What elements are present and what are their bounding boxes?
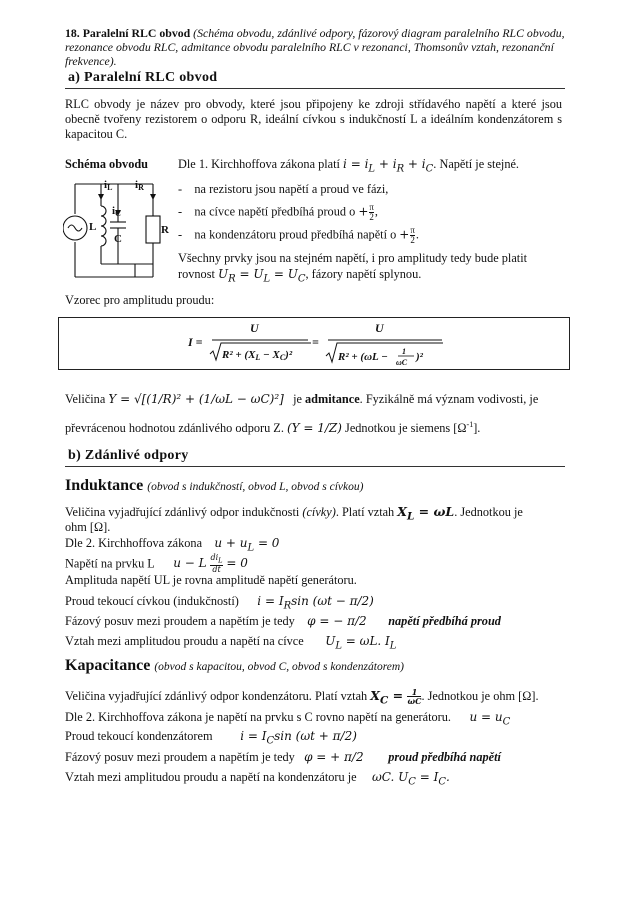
svg-text:U: U [375,321,384,335]
amplitude-label: Vzorec pro amplitudu proudu: [65,293,215,307]
kap-k2: Dle 2. Kirchhoffova zákona je napětí na prvku s C rovno napětí na generátoru. $u = u_C$ [65,710,511,728]
bullet-capacitor: - na kondenzátoru proud předbíhá napětí o + $\frac{\pi}{2}$. [178,225,419,245]
ind-proud: Proud tekoucí cívkou (indukčností) $i = I_R\sin$ (ωt − π/2) [65,594,374,612]
svg-text:R² + (ωL −: R² + (ωL − [338,351,388,363]
kirchhoff-1-line: Dle 1. Kirchhoffova zákona platí $i = i_L + i_R + i_C$. Napětí je stejné. [178,157,520,175]
kap-proud: Proud tekoucí kondenzátorem $i = I_C\sin$ (ωt + π/2) [65,729,357,747]
section-b-title: b) Zdánlivé odpory [68,448,189,463]
admittance-line2: převrácenou hodnotou zdánlivého odporu Z. (Y = 1/Z) Jednotkou je siemens $[\Omega^{-1}]$. [65,420,481,436]
bullet-resistor: - na rezistoru jsou napětí a proud ve fázi, [178,182,389,196]
circuit-diagram [63,172,178,287]
svg-text:R² + (XL − XC)²: R² + (XL − XC)² [222,349,293,362]
schema-label: Schéma obvodu [65,157,149,171]
admittance-line1: Veličina Y = √[(1/R)² + (1/ωL − ωC)²] je admitance. Fyzikálně má význam vodivosti, je [65,392,539,406]
label-iR: iR [135,179,144,192]
induktance-line2: ohm [Ω]. [65,520,111,534]
svg-text:U: U [250,321,259,335]
svg-text:ωC: ωC [396,358,408,367]
kapacitance-heading: Kapacitance (obvod s kapacitou, obvod C, obvod s kondenzátorem) [65,657,404,674]
kap-line1: Veličina vyjadřující zdánlivý odpor kondenzátoru. Platí vztah $X_C$ = 1 ωC. Jednotkou je ohm [Ω]. [65,687,539,707]
svg-text:I =: I = [188,335,203,349]
section-a-intro: RLC obvody je název pro obvody, které jsou připojeny ke zdroji střídavého napětí a které jsou obecně tvořeny rezistorem o odporu R, ideální cívkou s indukčností L a ideálním kondenzátorem s kapacitou C. [65,97,562,141]
svg-text:)²: )² [416,351,423,363]
svg-text:1: 1 [402,347,406,356]
section-a-title: a) Paralelní RLC obvod [68,70,218,85]
induktance-line1: Veličina vyjadřující zdánlivý odpor indukčnosti (cívky). Platí vztah $X_L = \omega L$. Jednotkou je [65,504,523,523]
label-R: R [161,224,169,236]
section-b-rule [65,466,565,467]
same-voltage-line2: rovnost $U_R = U_L = U_C$, fázory napětí splynou. [178,267,422,285]
header-topics: (Schéma obvodu, zdánlivé odpory, fázorový diagram paralelního RLC obvodu, rezonance obvodu RLC, admitance obvodu paralelního RLC v rezonanci, Thomsonův vztah, rezonanční frekvence). [65,26,565,68]
label-C: C [114,233,122,245]
ind-vztah: Vztah mezi amplitudou proudu a napětí na cívce $U_L = \omega L$. $I_L$ [65,634,397,652]
label-iC: iC [112,205,121,218]
induktance-heading: Induktance (obvod s indukčností, obvod L, obvod s cívkou) [65,477,364,494]
ind-k2: Dle 2. Kirchhoffova zákona $u + u_L = 0$ [65,536,280,554]
svg-text:=: = [312,335,319,349]
bullet-inductor: - na cívce napětí předbíhá proud o + $\frac{\pi}{2}$, [178,202,378,222]
header-number: 18. Paralelní RLC obvod [65,26,191,40]
amplitude-formula [180,318,450,368]
label-L: L [89,221,97,233]
document-header [65,26,565,68]
kap-faze: Fázový posuv mezi proudem a napětím je tedy φ = + π/2 proud předbíhá napětí [65,750,501,764]
label-iL: iL [104,179,113,192]
kap-vztah: Vztah mezi amplitudou proudu a napětí na kondenzátoru je ωC. $U_C = I_C$. [65,770,450,788]
ind-amplituda: Amplituda napětí UL je rovna amplitudě napětí generátoru. [65,573,357,587]
ind-napeti: Napětí na prvku L u − L $di_L$ dt = 0 [65,553,248,574]
section-a-rule [65,88,565,89]
same-voltage-line1: Všechny prvky jsou na stejném napětí, i pro amplitudy tedy bude platit [178,251,528,265]
ind-faze: Fázový posuv mezi proudem a napětím je tedy φ = − π/2 napětí předbíhá proud [65,614,501,628]
